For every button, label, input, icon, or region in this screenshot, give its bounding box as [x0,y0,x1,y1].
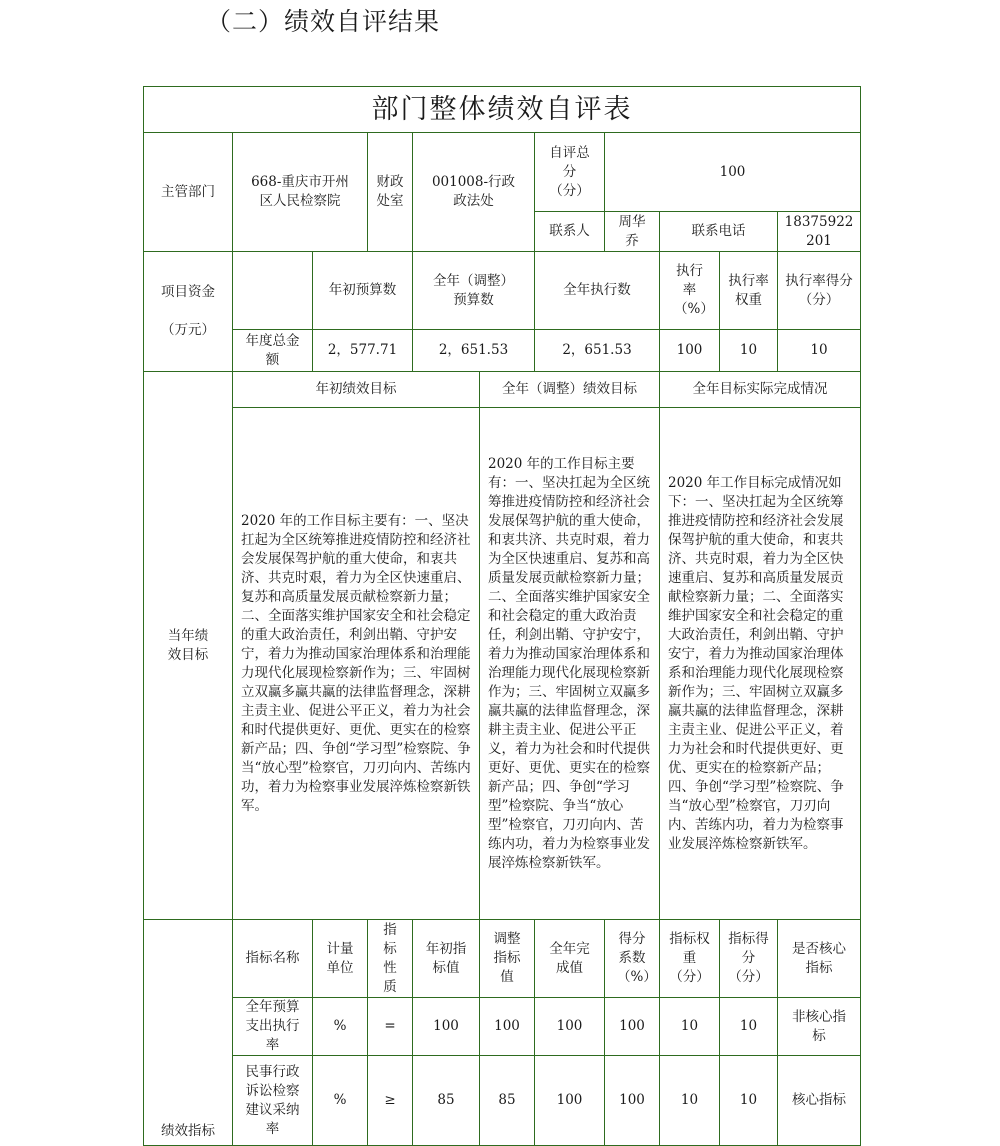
funds-label-line1: 项目资金 [161,284,215,300]
ind-row1-actual: 100 [535,1056,605,1146]
goals-header-actual: 全年目标实际完成情况 [660,372,861,408]
funds-header-initial: 年初预算数 [313,252,413,330]
funds-header-weight: 执行率权重 [720,252,778,330]
ind-row0-coef: 100 [605,998,660,1056]
ind-row0-weight: 10 [660,998,720,1056]
goals-actual-text [660,408,861,920]
goals-adjusted-paragraph: 2020 年的工作目标主要有：一、坚决扛起为全区统筹推进疫情防控和经济社会发展保驾护航的重大使命，和衷共济、共克时艰，着力为全区快速重启、复苏和高质量发展贡献检察新力量；二、全面落实维护国家安全和社会稳定的重大政治责任，利剑出鞘、守护安宁，着力为推动国家治理体系和治理能力现代化展现检察新作为；三、牢固树立双赢多赢共赢的法律监督理念，深耕主责主业、促进公平正义，着力为社会和时代提供更好、更优、更实在的检察新产品；四、争创“学习型”检察院、争当“放心型”检察官，刀刃向内、苦练内功，着力为检察事业发展淬炼检察新铁军。 [488,455,650,871]
goals-adjusted-text [480,408,660,920]
funds-row-label: 年度总金额 [233,330,313,372]
ind-row0-nature: = [368,998,413,1056]
ind-row1-unit: % [313,1056,368,1146]
finance-label: 财政处室 [368,133,413,252]
ind-row1-core: 核心指标 [778,1056,861,1146]
funds-label-line2: （万元） [161,322,215,338]
goals-actual-paragraph: 2020 年工作目标完成情况如下：一、坚决扛起为全区统筹推进疫情防控和经济社会发展保驾护航的重大使命，和衷共济、共克时艰，着力为全区快速重启、复苏和高质量发展贡献检察新力量；二、全面落实维护国家安全和社会稳定的重大政治责任，利剑出鞘、守护安宁，着力为推动国家治理体系和治理能力现代化展现检察新作为；三、牢固树立双赢多赢共赢的法律监督理念，深耕主责主业、促进公平正义，着力为社会和时代提供更好、更优、更实在的检察新产品；四、争创“学习型”检察院、争当“放心型”检察官，刀刃向内、苦练内功，着力为检察事业发展淬炼检察新铁军。 [668,474,844,852]
ind-row0-initial: 100 [413,998,480,1056]
ind-row0-name: 全年预算支出执行率 [233,998,313,1056]
score-value: 100 [605,133,861,212]
ind-header-weight: 指标权重（分） [660,920,720,998]
funds-empty-header [233,252,313,330]
funds-header-executed: 全年执行数 [535,252,660,330]
ind-row0-score: 10 [720,998,778,1056]
ind-header-unit: 计量单位 [313,920,368,998]
goals-header-initial: 年初绩效目标 [233,372,480,408]
finance-value: 001008-行政政法处 [413,133,535,252]
ind-row0-unit: % [313,998,368,1056]
funds-adjusted-value: 2，651.53 [413,330,535,372]
contact-label: 联系人 [535,212,605,252]
ind-header-score: 指标得分（分） [720,920,778,998]
funds-rate-value: 100 [660,330,720,372]
ind-header-core: 是否核心指标 [778,920,861,998]
goals-label: 当年绩效目标 [144,372,233,920]
goals-header-adjusted: 全年（调整）绩效目标 [480,372,660,408]
funds-weight-value: 10 [720,330,778,372]
funds-header-rate: 执行率（%） [660,252,720,330]
ind-row0-adjusted: 100 [480,998,535,1056]
phone-value: 18375922201 [778,212,861,252]
ind-row1-name: 民事行政诉讼检察建议采纳率 [233,1056,313,1146]
evaluation-table-wrapper [143,86,860,1146]
indicators-label: 绩效指标 [144,920,233,1146]
dept-value: 668-重庆市开州区人民检察院 [233,133,368,252]
ind-row0-actual: 100 [535,998,605,1056]
funds-header-score: 执行率得分（分） [778,252,861,330]
ind-header-adjusted: 调整指标值 [480,920,535,998]
ind-header-name: 指标名称 [233,920,313,998]
evaluation-table [143,86,861,1146]
goals-initial-paragraph: 2020 年的工作目标主要有：一、坚决扛起为全区统筹推进疫情防控和经济社会发展保驾护航的重大使命，和衷共济、共克时艰，着力为全区快速重启、复苏和高质量发展贡献检察新力量；二、全面落实维护国家安全和社会稳定的重大政治责任，利剑出鞘、守护安宁，着力为推动国家治理体系和治理能力现代化展现检察新作为；三、牢固树立双赢多赢共赢的法律监督理念，深耕主责主业、促进公平正义，着力为社会和时代提供更好、更优、更实在的检察新产品；四、争创“学习型”检察院、争当“放心型”检察官，刀刃向内、苦练内功，着力为检察事业发展淬炼检察新铁军。 [241,512,471,814]
table-row [144,1056,861,1146]
funds-header-adjusted: 全年（调整）预算数 [413,252,535,330]
funds-initial-value: 2，577.71 [313,330,413,372]
ind-header-nature: 指标性质 [368,920,413,998]
table-title: 部门整体绩效自评表 [144,87,861,133]
funds-label [144,252,233,372]
ind-row1-coef: 100 [605,1056,660,1146]
ind-row1-score: 10 [720,1056,778,1146]
table-row [144,998,861,1056]
ind-row0-core: 非核心指标 [778,998,861,1056]
funds-score-value: 10 [778,330,861,372]
score-label: 自评总分（分） [535,133,605,212]
ind-header-initial: 年初指标值 [413,920,480,998]
ind-row1-adjusted: 85 [480,1056,535,1146]
goals-initial-text [233,408,480,920]
ind-row1-weight: 10 [660,1056,720,1146]
section-heading: （二）绩效自评结果 [206,7,441,36]
phone-label: 联系电话 [660,212,778,252]
funds-executed-value: 2，651.53 [535,330,660,372]
ind-header-actual: 全年完成值 [535,920,605,998]
dept-label: 主管部门 [144,133,233,252]
ind-row1-nature: ≥ [368,1056,413,1146]
contact-value: 周华乔 [605,212,660,252]
ind-header-coef: 得分系数（%） [605,920,660,998]
ind-row1-initial: 85 [413,1056,480,1146]
